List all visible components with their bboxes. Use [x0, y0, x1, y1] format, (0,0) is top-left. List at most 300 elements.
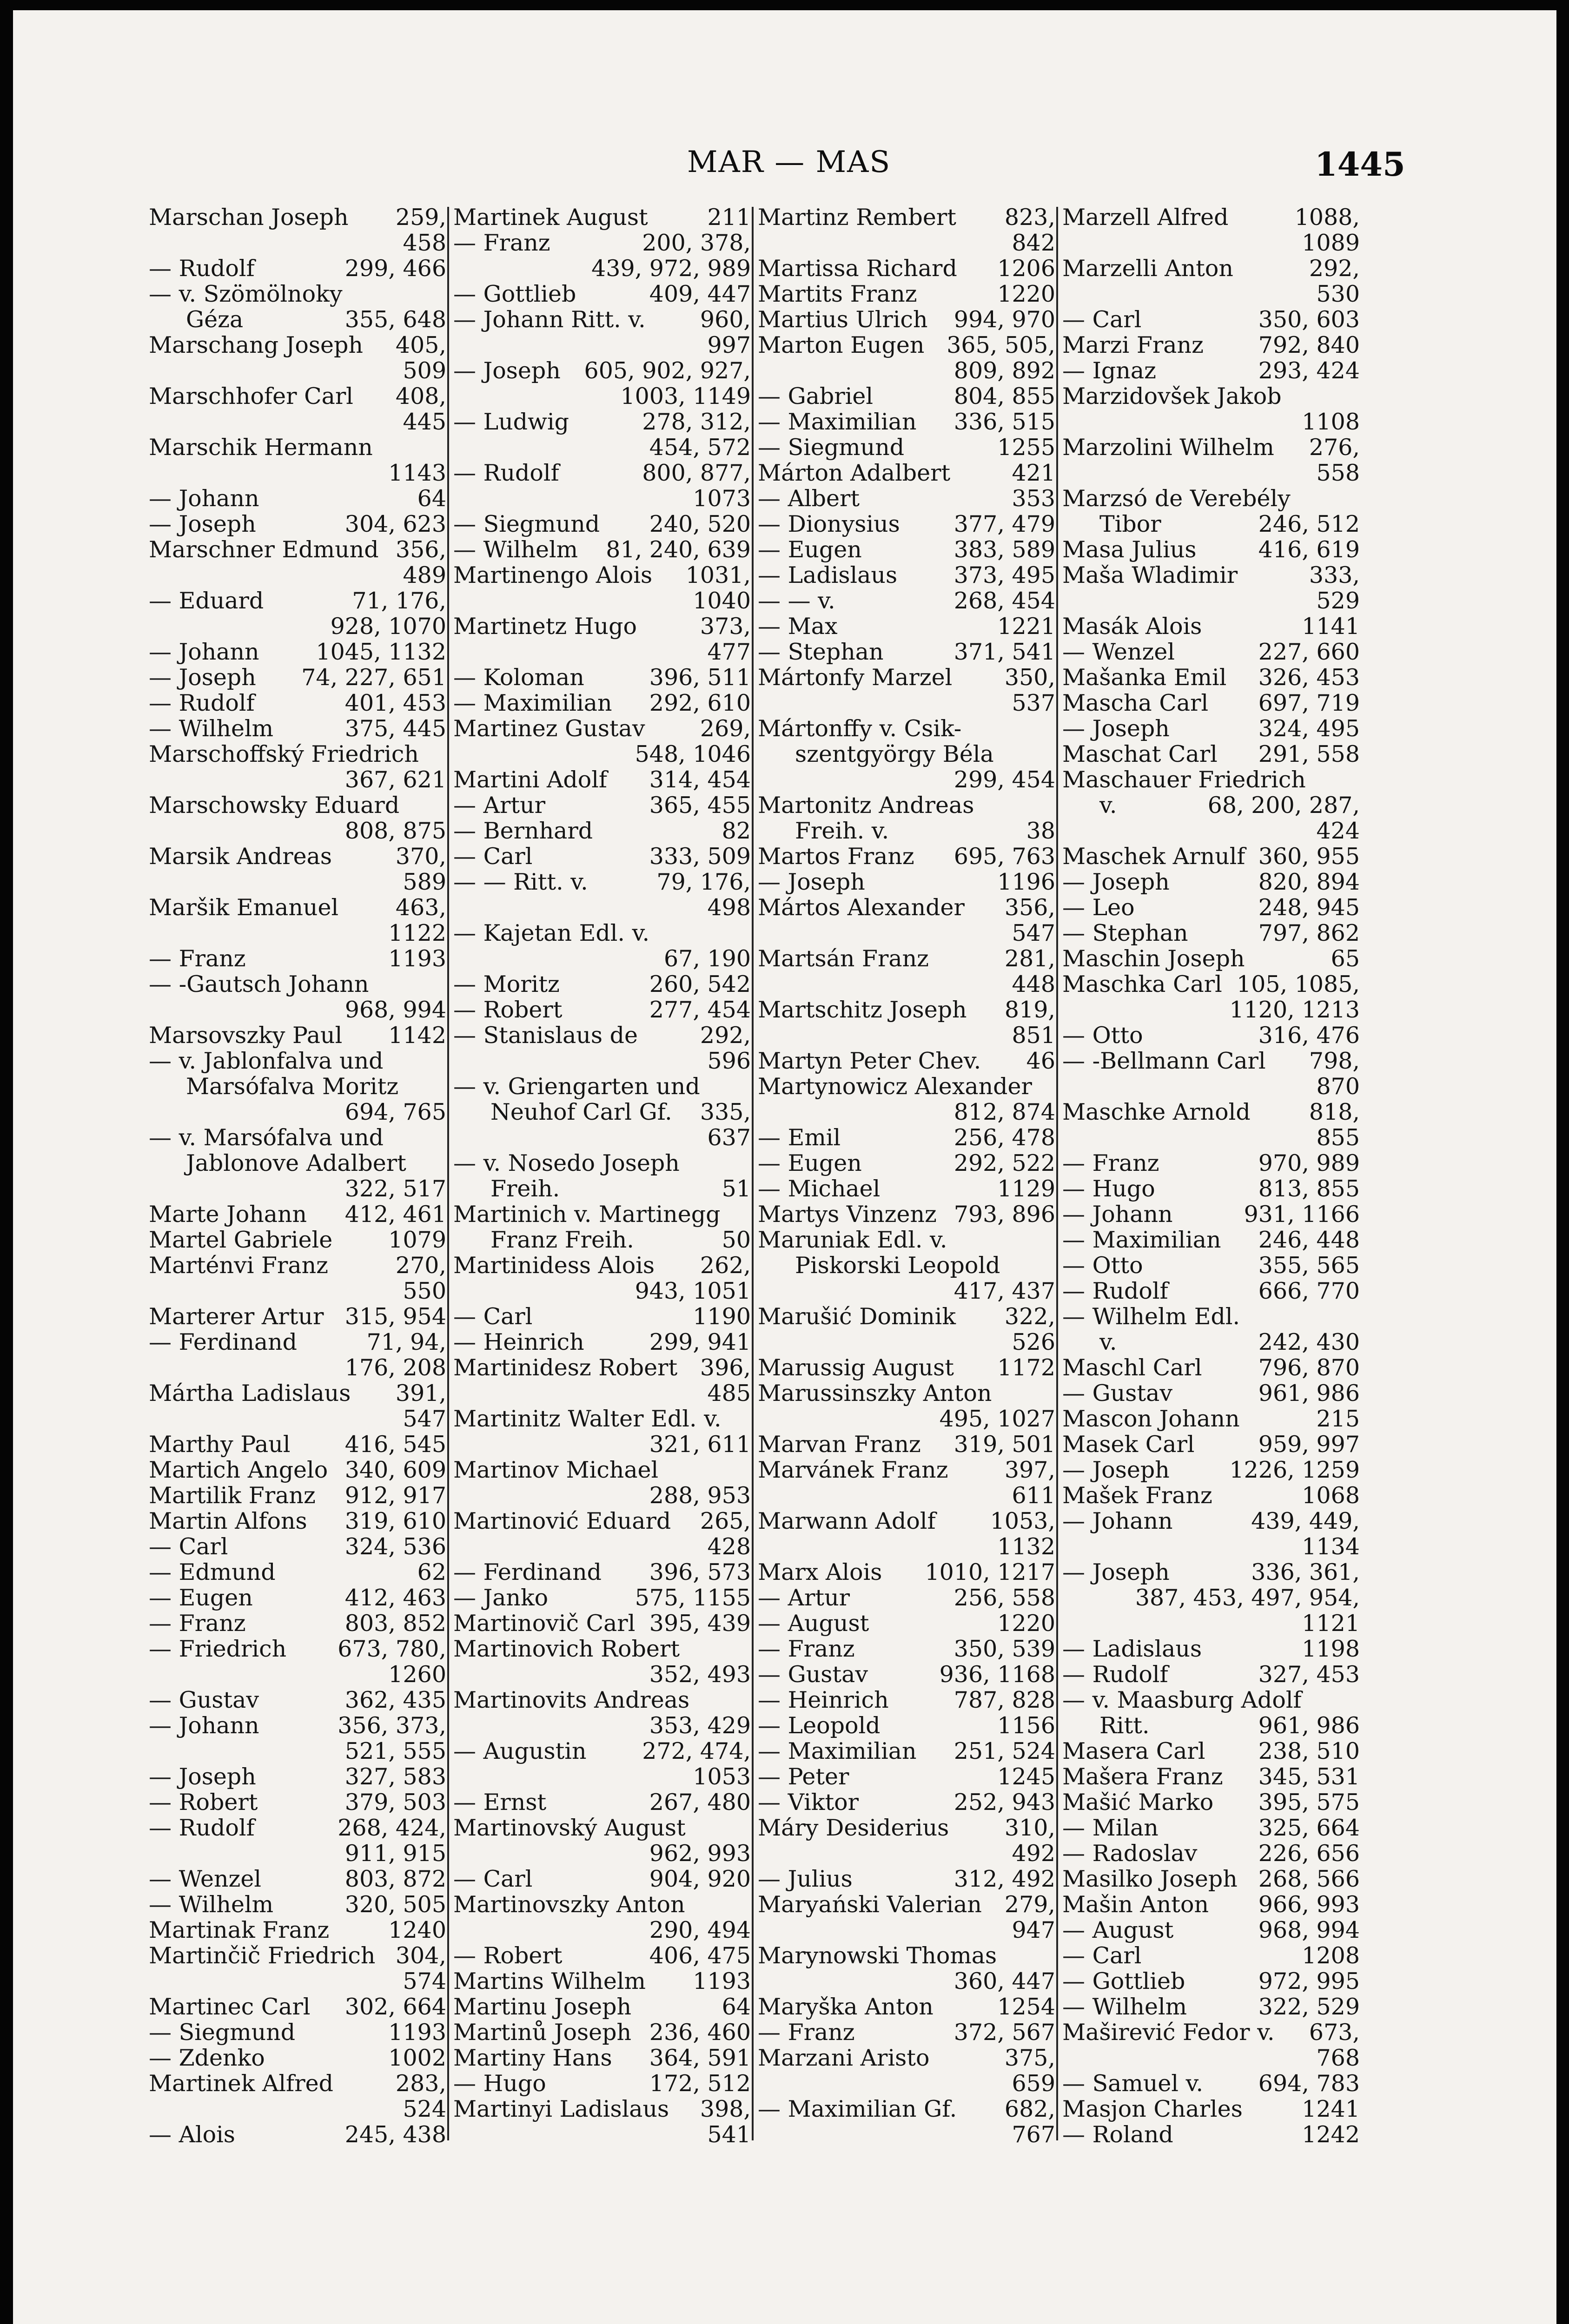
- entry-name: — Moritz: [453, 971, 560, 997]
- column-rule: [752, 207, 754, 2140]
- index-line: [1062, 1202, 1360, 1227]
- index-line: [149, 614, 446, 639]
- entry-pages: 412, 461: [344, 1201, 446, 1228]
- index-entry: [1062, 639, 1360, 665]
- index-line: [453, 1150, 751, 1176]
- entry-pages: 673, 780,: [338, 1636, 446, 1662]
- entry-name: Marsófalva Moritz: [186, 1073, 399, 1100]
- index-entry: [1062, 767, 1360, 844]
- index-line: [149, 1380, 446, 1406]
- entry-name: — v. Szömölnoky: [149, 281, 343, 307]
- index-entry: [1062, 256, 1360, 307]
- entry-pages: 409, 447: [649, 281, 751, 307]
- entry-name: Marynowski Thomas: [758, 1942, 997, 1969]
- entry-name: Martinez Gustav: [453, 715, 645, 742]
- index-line: [1062, 511, 1360, 537]
- index-line: [1062, 205, 1360, 230]
- entry-name: — Joseph: [1062, 715, 1170, 742]
- entry-name: — Leo: [1062, 894, 1135, 921]
- entry-pages: 256, 558: [953, 1585, 1055, 1611]
- entry-pages: 445: [403, 409, 446, 435]
- index-line: [758, 2096, 1055, 2122]
- entry-pages: 454, 572: [649, 434, 751, 461]
- index-line: [149, 2045, 446, 2071]
- entry-name: — — v.: [758, 588, 835, 614]
- entry-pages: 259,: [395, 205, 446, 231]
- entry-pages: 416, 619: [1258, 536, 1360, 563]
- index-line: [758, 971, 1055, 997]
- entry-pages: 350, 539: [953, 1636, 1055, 1662]
- index-line: [758, 409, 1055, 435]
- entry-pages: 820, 894: [1258, 869, 1360, 895]
- index-entry: [149, 205, 446, 256]
- entry-name: Géza: [186, 306, 244, 333]
- entry-pages: 215: [1316, 1406, 1360, 1432]
- entry-pages: 589: [403, 869, 446, 895]
- entry-pages: 851: [1012, 1022, 1055, 1049]
- entry-pages: 46: [1026, 1048, 1055, 1074]
- index-entry: [453, 2020, 751, 2045]
- entry-pages: 336, 361,: [1251, 1559, 1360, 1585]
- entry-pages: 292,: [700, 1022, 751, 1049]
- index-entry: [1062, 1380, 1360, 1406]
- index-entry: [1062, 1994, 1360, 2020]
- entry-name: — -Gautsch Johann: [149, 971, 369, 997]
- index-line: [149, 818, 446, 844]
- entry-pages: 370,: [395, 843, 446, 870]
- entry-pages: 1172: [997, 1354, 1055, 1381]
- index-entry: [1062, 2020, 1360, 2071]
- entry-name: — Siegmund: [758, 434, 905, 461]
- index-entry: [453, 716, 751, 767]
- entry-name: Ritt.: [1099, 1712, 1150, 1739]
- index-line: [149, 665, 446, 690]
- entry-pages: 265,: [700, 1508, 751, 1534]
- index-line: [149, 1278, 446, 1304]
- index-line: [149, 1917, 446, 1943]
- index-line: [149, 588, 446, 614]
- index-entry: [453, 1943, 751, 1968]
- index-entry: [149, 1380, 446, 1432]
- index-line: [149, 1789, 446, 1815]
- entry-name: Martinich v. Martinegg: [453, 1201, 721, 1228]
- entry-name: — Rudolf: [1062, 1661, 1168, 1688]
- entry-pages: 267, 480: [649, 1789, 751, 1816]
- index-entry: [453, 537, 751, 562]
- index-line: [1062, 1534, 1360, 1559]
- index-line: [453, 383, 751, 409]
- index-entry: [149, 946, 446, 971]
- index-entry: [758, 1150, 1055, 1176]
- index-entry: [149, 1815, 446, 1866]
- entry-pages: 1141: [1302, 613, 1360, 640]
- entry-name: Maschke Arnold: [1062, 1099, 1251, 1125]
- entry-pages: 383, 589: [953, 536, 1055, 563]
- index-line: [453, 1023, 751, 1048]
- index-entry: [1062, 1943, 1360, 1968]
- index-line: [453, 1917, 751, 1943]
- index-line: [453, 1815, 751, 1841]
- index-entry: [1062, 1406, 1360, 1432]
- index-entry: [149, 1432, 446, 1457]
- index-line: [453, 767, 751, 792]
- entry-name: Mártonffy v. Csik-: [758, 715, 962, 742]
- entry-pages: 968, 994: [344, 997, 446, 1023]
- entry-name: — Maximilian: [758, 409, 917, 435]
- index-line: [453, 1406, 751, 1432]
- index-entry: [453, 205, 751, 230]
- entry-name: — Leopold: [758, 1712, 880, 1739]
- column-rule: [1056, 207, 1058, 2140]
- entry-pages: 809, 892: [953, 357, 1055, 384]
- entry-name: Marsovszky Paul: [149, 1022, 343, 1049]
- index-entry: [758, 639, 1055, 665]
- entry-pages: 238, 510: [1258, 1738, 1360, 1764]
- index-line: [1062, 1611, 1360, 1636]
- index-entry: [453, 1611, 751, 1636]
- index-line: [453, 971, 751, 997]
- index-entry: [758, 486, 1055, 511]
- index-line: [758, 1023, 1055, 1048]
- index-entry: [1062, 1355, 1360, 1380]
- entry-name: Martinovský August: [453, 1815, 686, 1841]
- index-entry: [453, 1994, 751, 2020]
- index-entry: [453, 281, 751, 307]
- index-entry: [453, 2045, 751, 2071]
- index-line: [1062, 665, 1360, 690]
- entry-name: — Joseph: [1062, 1457, 1170, 1483]
- entry-pages: 524: [403, 2096, 446, 2122]
- index-entry: [758, 307, 1055, 332]
- index-line: [453, 537, 751, 562]
- entry-pages: 960,: [700, 306, 751, 333]
- index-line: [758, 460, 1055, 486]
- entry-pages: 395, 439: [649, 1610, 751, 1637]
- index-line: [453, 1253, 751, 1278]
- entry-pages: 842: [1012, 230, 1055, 256]
- index-line: [149, 869, 446, 895]
- entry-name: Marvánek Franz: [758, 1457, 948, 1483]
- index-entry: [453, 818, 751, 844]
- index-entry: [1062, 1253, 1360, 1278]
- entry-pages: 353: [1012, 485, 1055, 512]
- entry-pages: 335,: [700, 1099, 751, 1125]
- index-entry: [758, 895, 1055, 946]
- index-line: [149, 281, 446, 307]
- index-line: [1062, 1687, 1360, 1713]
- entry-pages: 792, 840: [1258, 332, 1360, 358]
- entry-pages: 1143: [388, 460, 446, 486]
- index-line: [1062, 1917, 1360, 1943]
- entry-name: — Milan: [1062, 1815, 1159, 1841]
- entry-name: Marzolini Wilhelm: [1062, 434, 1274, 461]
- entry-name: Martinidesz Robert: [453, 1354, 678, 1381]
- entry-name: — August: [758, 1610, 869, 1637]
- entry-name: Maširević Fedor v.: [1062, 2019, 1275, 2046]
- index-line: [758, 256, 1055, 281]
- entry-name: — Ferdinand: [149, 1329, 298, 1355]
- entry-pages: 326, 453: [1258, 664, 1360, 691]
- entry-name: — Dionysius: [758, 511, 900, 537]
- entry-name: Marzidovšek Jakob: [1062, 383, 1282, 409]
- index-entry: [1062, 1508, 1360, 1559]
- index-line: [149, 1892, 446, 1917]
- index-line: [453, 1202, 751, 1227]
- index-entry: [149, 1713, 446, 1764]
- entry-pages: 299, 466: [344, 255, 446, 282]
- index-entry: [758, 716, 1055, 792]
- index-line: [453, 562, 751, 588]
- index-line: [453, 1841, 751, 1866]
- entry-name: Marthy Paul: [149, 1431, 291, 1458]
- entry-pages: 172, 512: [649, 2070, 751, 2097]
- index-line: [758, 1713, 1055, 1738]
- index-line: [758, 869, 1055, 895]
- index-line: [453, 1508, 751, 1534]
- entry-name: — Robert: [453, 1942, 563, 1969]
- index-line: [453, 1764, 751, 1789]
- index-entry: [149, 511, 446, 537]
- index-line: [149, 1355, 446, 1380]
- entry-name: — Heinrich: [453, 1329, 584, 1355]
- entry-pages: 1073: [693, 485, 751, 512]
- index-entry: [758, 1636, 1055, 1662]
- entry-name: Maruniak Edl. v.: [758, 1227, 947, 1253]
- index-line: [149, 511, 446, 537]
- entry-pages: 319, 610: [344, 1508, 446, 1534]
- index-line: [1062, 1150, 1360, 1176]
- index-line: [453, 1074, 751, 1099]
- index-line: [1062, 1253, 1360, 1278]
- index-line: [149, 2096, 446, 2122]
- entry-name: Martins Wilhelm: [453, 1968, 646, 1994]
- index-line: [758, 588, 1055, 614]
- index-entry: [758, 792, 1055, 844]
- index-line: [453, 511, 751, 537]
- entry-pages: 246, 512: [1258, 511, 1360, 537]
- entry-pages: 870: [1316, 1073, 1360, 1100]
- index-line: [1062, 1892, 1360, 1917]
- entry-name: Máry Desiderius: [758, 1815, 949, 1841]
- entry-pages: 365, 505,: [947, 332, 1055, 358]
- index-entry: [453, 1892, 751, 1943]
- index-entry: [758, 435, 1055, 460]
- column-rule: [447, 207, 449, 2140]
- index-line: [758, 1074, 1055, 1099]
- index-entry: [758, 2045, 1055, 2096]
- entry-pages: 961, 986: [1258, 1712, 1360, 1739]
- entry-pages: 812, 874: [953, 1099, 1055, 1125]
- entry-name: — Samuel v.: [1062, 2070, 1204, 2097]
- entry-name: Masek Carl: [1062, 1431, 1195, 1458]
- entry-pages: 397,: [1004, 1457, 1055, 1483]
- index-line: [758, 1355, 1055, 1380]
- entry-pages: 1220: [997, 281, 1055, 307]
- entry-name: — Max: [758, 613, 838, 640]
- index-line: [453, 997, 751, 1023]
- entry-pages: 314, 454: [649, 766, 751, 793]
- index-line: [149, 1968, 446, 1994]
- index-entry: [758, 1713, 1055, 1738]
- index-line: [758, 307, 1055, 332]
- index-line: [1062, 767, 1360, 792]
- index-entry: [758, 1125, 1055, 1150]
- entry-pages: 371, 541: [953, 639, 1055, 665]
- entry-pages: 808, 875: [344, 818, 446, 844]
- index-entry: [453, 2096, 751, 2147]
- index-line: [453, 1687, 751, 1713]
- entry-pages: 605, 902, 927,: [584, 357, 751, 384]
- index-entry: [1062, 1432, 1360, 1457]
- entry-name: Mašanka Emil: [1062, 664, 1227, 691]
- entry-pages: 1193: [388, 2019, 446, 2046]
- index-line: [149, 2122, 446, 2147]
- entry-name: Martiny Hans: [453, 2045, 612, 2071]
- entry-pages: 373, 495: [953, 562, 1055, 588]
- entry-name: Marzelli Anton: [1062, 255, 1233, 282]
- index-line: [758, 997, 1055, 1023]
- index-line: [1062, 256, 1360, 281]
- index-line: [1062, 1713, 1360, 1738]
- entry-name: — Maximilian: [758, 1738, 917, 1764]
- index-line: [453, 1789, 751, 1815]
- index-line: [149, 1457, 446, 1483]
- index-line: [758, 1892, 1055, 1917]
- entry-pages: 1142: [388, 1022, 446, 1049]
- entry-pages: 439, 972, 989: [591, 255, 751, 282]
- index-line: [758, 2020, 1055, 2045]
- index-line: [453, 920, 751, 946]
- index-entry: [758, 562, 1055, 588]
- index-entry: [453, 1074, 751, 1150]
- entry-pages: 242, 430: [1258, 1329, 1360, 1355]
- index-line: [1062, 588, 1360, 614]
- entry-name: — Artur: [758, 1585, 850, 1611]
- entry-name: Martos Franz: [758, 843, 914, 870]
- entry-name: — Otto: [1062, 1022, 1143, 1049]
- index-entry: [149, 895, 446, 946]
- index-line: [453, 1662, 751, 1687]
- entry-pages: 1254: [997, 1994, 1055, 2020]
- index-entry: [453, 230, 751, 281]
- entry-name: — Wilhelm: [453, 536, 578, 563]
- index-entry: [1062, 537, 1360, 562]
- index-entry: [149, 537, 446, 588]
- entry-name: — Zdenko: [149, 2045, 265, 2071]
- index-line: [758, 1253, 1055, 1278]
- entry-pages: 356,: [395, 536, 446, 563]
- index-line: [1062, 920, 1360, 946]
- entry-pages: 1122: [388, 920, 446, 946]
- index-line: [758, 1994, 1055, 2020]
- index-entry: [453, 920, 751, 971]
- entry-pages: 547: [403, 1406, 446, 1432]
- index-line: [758, 741, 1055, 767]
- entry-pages: 1226, 1259: [1229, 1457, 1360, 1483]
- index-line: [149, 690, 446, 716]
- index-entry: [758, 1585, 1055, 1611]
- index-line: [149, 639, 446, 665]
- entry-pages: 959, 997: [1258, 1431, 1360, 1458]
- index-entry: [149, 639, 446, 665]
- entry-name: szentgyörgy Béla: [795, 741, 994, 767]
- index-line: [149, 741, 446, 767]
- index-line: [758, 1304, 1055, 1329]
- index-line: [1062, 1968, 1360, 1994]
- entry-name: — Ladislaus: [1062, 1636, 1202, 1662]
- index-entry: [149, 1508, 446, 1534]
- index-line: [1062, 2020, 1360, 2045]
- entry-pages: 1241: [1302, 2096, 1360, 2122]
- entry-name: — Franz: [453, 230, 550, 256]
- index-line: [758, 895, 1055, 920]
- index-line: [758, 690, 1055, 716]
- index-line: [149, 1023, 446, 1048]
- entry-pages: 281,: [1004, 945, 1055, 972]
- entry-name: — Artur: [453, 792, 546, 819]
- index-line: [453, 1943, 751, 1968]
- index-entry: [149, 2045, 446, 2071]
- index-line: [758, 946, 1055, 971]
- entry-pages: 71, 94,: [366, 1329, 446, 1355]
- index-entry: [1062, 614, 1360, 639]
- entry-pages: 302, 664: [344, 1994, 446, 2020]
- entry-name: — Julius: [758, 1866, 853, 1892]
- entry-name: — Wilhelm: [1062, 1994, 1187, 2020]
- entry-pages: 1260: [388, 1661, 446, 1688]
- index-line: [453, 741, 751, 767]
- index-line: [758, 1125, 1055, 1150]
- index-entry: [1062, 1662, 1360, 1687]
- entry-pages: 495, 1027: [939, 1406, 1055, 1432]
- index-line: [1062, 2045, 1360, 2071]
- index-entry: [453, 409, 751, 460]
- entry-name: — Otto: [1062, 1252, 1143, 1279]
- index-line: [1062, 383, 1360, 409]
- entry-pages: 547: [1012, 920, 1055, 946]
- entry-name: Martinovszky Anton: [453, 1891, 685, 1918]
- entry-pages: 290, 494: [649, 1917, 751, 1943]
- entry-pages: 408,: [395, 383, 446, 409]
- index-entry: [453, 997, 751, 1023]
- index-line: [1062, 1662, 1360, 1687]
- entry-name: Martinec Carl: [149, 1994, 311, 2020]
- index-line: [453, 1483, 751, 1508]
- entry-name: — Hugo: [1062, 1175, 1155, 1202]
- entry-name: — Johann Ritt. v.: [453, 306, 646, 333]
- entry-pages: 541: [707, 2121, 751, 2148]
- index-line: [149, 792, 446, 818]
- index-line: [149, 1585, 446, 1611]
- index-entry: [149, 1534, 446, 1559]
- index-line: [758, 1815, 1055, 1841]
- entry-pages: 310,: [1004, 1815, 1055, 1841]
- index-entry: [1062, 665, 1360, 690]
- index-entry: [1062, 562, 1360, 614]
- entry-pages: 396, 511: [649, 664, 751, 691]
- entry-name: Marussig August: [758, 1354, 954, 1381]
- index-line: [149, 460, 446, 486]
- index-entry: [149, 844, 446, 895]
- entry-name: — Carl: [453, 1866, 533, 1892]
- entry-name: Martinovits Andreas: [453, 1687, 690, 1713]
- entry-pages: 79, 176,: [656, 869, 751, 895]
- index-entry: [1062, 741, 1360, 767]
- entry-name: Marschowsky Eduard: [149, 792, 400, 819]
- entry-pages: 694, 783: [1258, 2070, 1360, 2097]
- index-line: [149, 1176, 446, 1202]
- entry-pages: 1220: [997, 1610, 1055, 1637]
